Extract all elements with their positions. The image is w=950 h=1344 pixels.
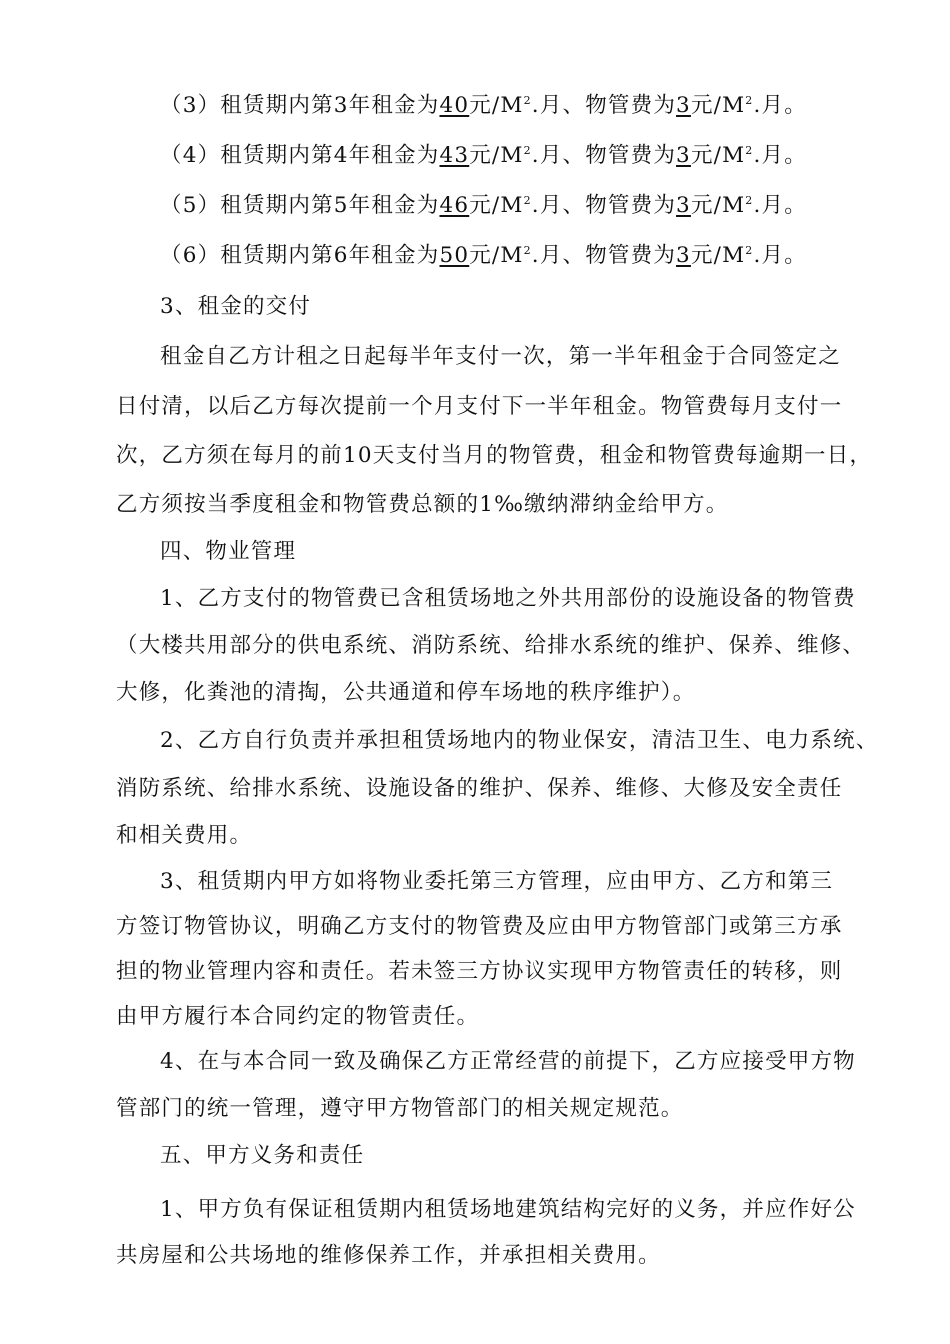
paragraph-line: 担的物业管理内容和责任。若未签三方协议实现甲方物管责任的转移，则 <box>116 959 843 984</box>
rent-item-5: （5）租赁期内第5年租金为46元$/M^2$.月、物管费为3元$/M^2$.月。 <box>160 193 807 218</box>
paragraph-line: 管部门的统一管理，遵守甲方物管部门的相关规定规范。 <box>116 1096 684 1121</box>
paragraph-line: 大修，化粪池的清掏，公共通道和停车场地的秩序维护）。 <box>116 680 696 705</box>
paragraph-line: 1、乙方支付的物管费已含租赁场地之外共用部份的设施设备的物管费 <box>160 586 856 611</box>
paragraph-line: 4、在与本合同一致及确保乙方正常经营的前提下，乙方应接受甲方物 <box>160 1049 856 1074</box>
paragraph-line: 由甲方履行本合同约定的物管责任。 <box>116 1004 480 1029</box>
fee-value: 3 <box>676 193 691 218</box>
heading-party-a-obligations: 五、甲方义务和责任 <box>160 1143 365 1168</box>
fee-value: 3 <box>676 143 691 168</box>
paragraph-line: 日付清，以后乙方每次提前一个月支付下一半年租金。物管费每月支付一 <box>116 394 843 419</box>
fee-value: 3 <box>676 243 691 268</box>
paragraph-line: 2、乙方自行负责并承担租赁场地内的物业保安，清洁卫生、电力系统、 <box>160 728 879 753</box>
paragraph-line: 3、租赁期内甲方如将物业委托第三方管理，应由甲方、乙方和第三 <box>160 869 834 894</box>
paragraph-line: 乙方须按当季度租金和物管费总额的1‰缴纳滞纳金给甲方。 <box>116 492 729 517</box>
heading-property-management: 四、物业管理 <box>160 539 297 564</box>
heading-rent-payment: 3、租金的交付 <box>160 294 312 319</box>
rent-value: 43 <box>439 143 470 168</box>
rent-value: 40 <box>439 93 470 118</box>
paragraph-line: 共房屋和公共场地的维修保养工作，并承担相关费用。 <box>116 1243 661 1268</box>
rent-item-6: （6）租赁期内第6年租金为50元$/M^2$.月、物管费为3元$/M^2$.月。 <box>160 243 807 268</box>
paragraph-line: 租金自乙方计租之日起每半年支付一次，第一半年租金于合同签定之 <box>160 344 842 369</box>
paragraph-line: 消防系统、给排水系统、设施设备的维护、保养、维修、大修及安全责任 <box>116 776 843 801</box>
paragraph-line: 次，乙方须在每月的前10天支付当月的物管费，租金和物管费每逾期一日， <box>116 443 873 468</box>
paragraph-line: 和相关费用。 <box>116 823 253 848</box>
paragraph-line: 方签订物管协议，明确乙方支付的物管费及应由甲方物管部门或第三方承 <box>116 914 843 939</box>
rent-value: 50 <box>439 243 470 268</box>
fee-value: 3 <box>676 93 691 118</box>
paragraph-line: 1、甲方负有保证租赁期内租赁场地建筑结构完好的义务，并应作好公 <box>160 1197 856 1222</box>
paragraph-line: （大楼共用部分的供电系统、消防系统、给排水系统的维护、保养、维修、 <box>116 633 866 658</box>
rent-value: 46 <box>439 193 470 218</box>
rent-item-4: （4）租赁期内第4年租金为43元$/M^2$.月、物管费为3元$/M^2$.月。 <box>160 143 807 168</box>
rent-item-3: （3）租赁期内第3年租金为40元$/M^2$.月、物管费为3元$/M^2$.月。 <box>160 93 807 118</box>
